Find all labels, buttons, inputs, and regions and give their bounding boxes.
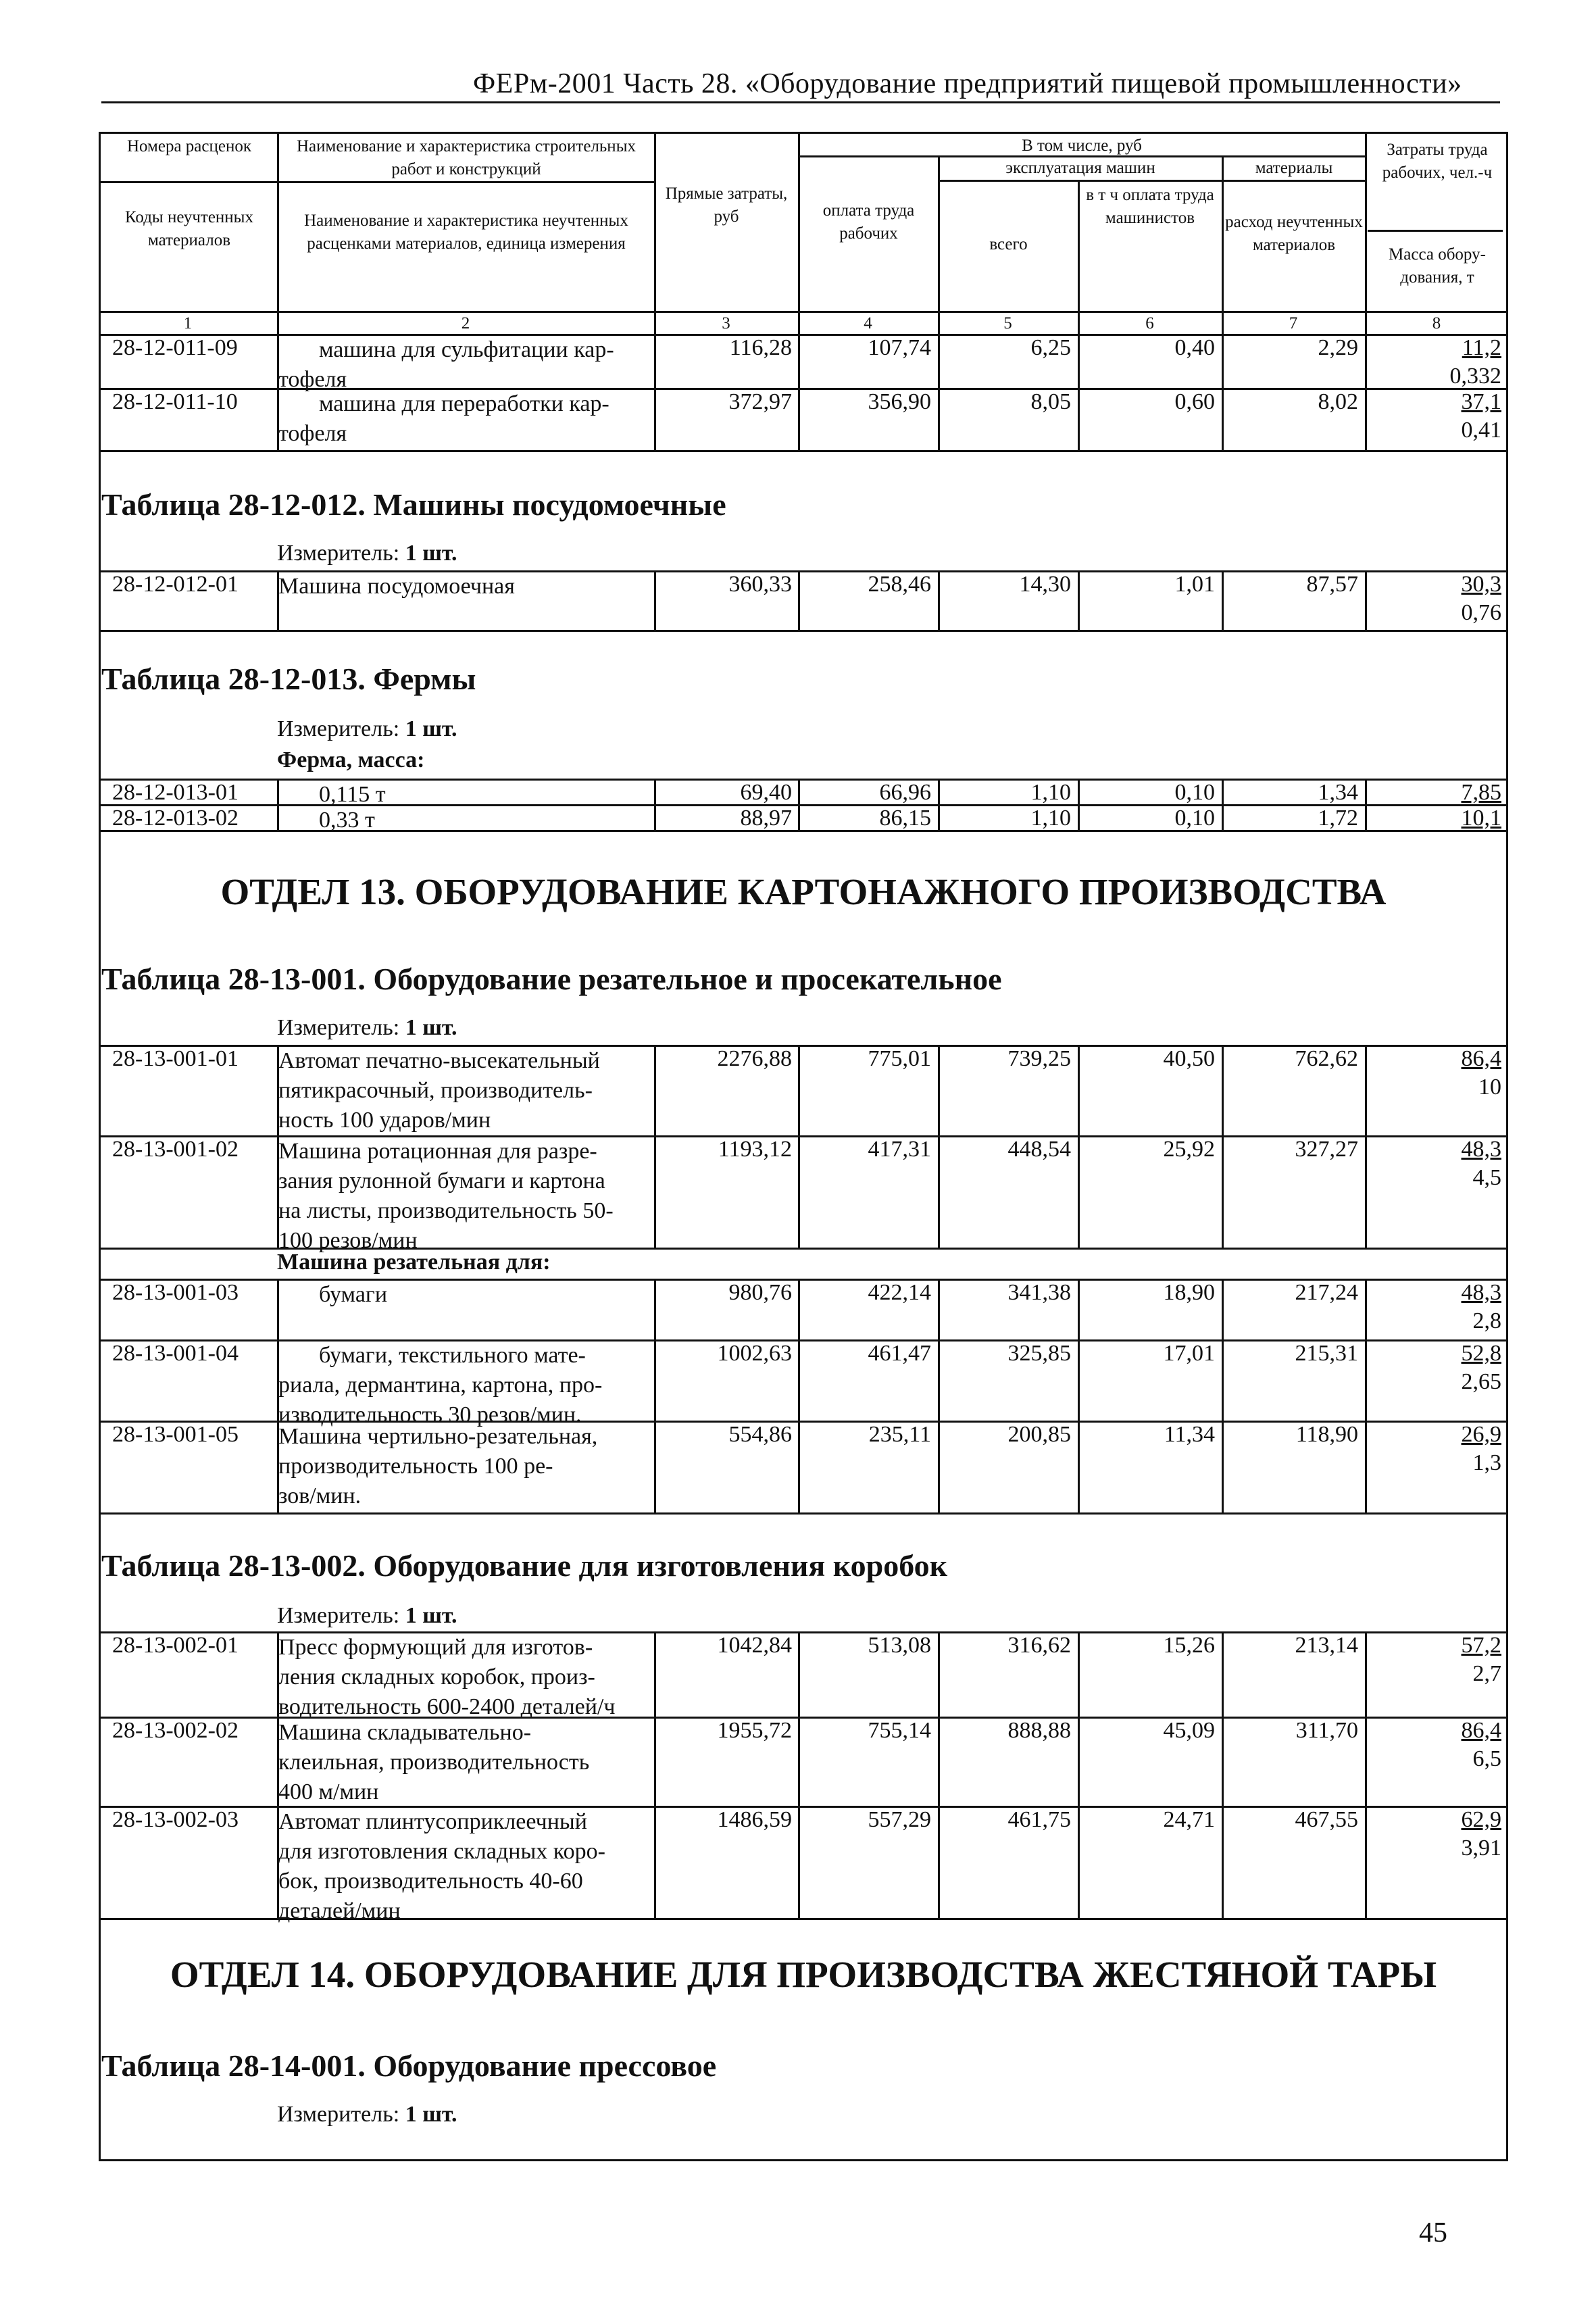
unit-label: Измеритель:: [277, 1015, 400, 1040]
col-rule: [654, 1421, 656, 1512]
labor-hours: 86,4: [1461, 1718, 1501, 1743]
col-num: 3: [722, 314, 730, 333]
header-c7: расход неучтенных материалов: [1225, 213, 1363, 254]
work-description: бумаги, текстильного мате- риала, дермантина, картона, про- изводительность 30 резов/мин.: [278, 1343, 603, 1427]
work-description: машина для переработки кар- тофеля: [278, 391, 609, 446]
header-c6: в т ч оплата труда машинистов: [1086, 186, 1214, 227]
value-c4: 513,08: [868, 1633, 931, 1658]
rate-code: 28-13-001-02: [112, 1137, 239, 1162]
labor-hours: 52,8: [1461, 1341, 1501, 1366]
value-c6: 18,90: [1163, 1280, 1215, 1305]
labor-hours: 10,1: [1461, 806, 1501, 831]
unit-line: [277, 1603, 457, 1629]
value-c3: 2276,88: [717, 1046, 792, 1071]
value-c7: 118,90: [1295, 1422, 1358, 1447]
work-description: машина для сульфитации кар- тофеля: [278, 337, 614, 392]
col-rule: [654, 1339, 656, 1421]
value-c4: 422,14: [868, 1280, 931, 1305]
work-description: 0,115 т: [319, 782, 386, 807]
col-num: 6: [1145, 314, 1154, 333]
value-c6: 11,34: [1164, 1422, 1215, 1447]
value-c6: 24,71: [1163, 1807, 1215, 1832]
value-c4: 356,90: [868, 389, 931, 414]
value-c4: 417,31: [868, 1137, 931, 1162]
value-c7: 87,57: [1306, 572, 1358, 597]
unit-line: [277, 541, 457, 566]
value-c3: 980,76: [728, 1280, 792, 1305]
labor-hours: 62,9: [1461, 1807, 1501, 1832]
unit-line: [277, 716, 457, 742]
value-c6: 0,10: [1174, 780, 1215, 805]
value-c3: 1002,63: [717, 1341, 792, 1366]
value-c5: 325,85: [1007, 1341, 1071, 1366]
col-num: 1: [183, 314, 193, 333]
rate-code: 28-13-001-01: [112, 1046, 239, 1071]
unit-value: 1 шт.: [405, 541, 457, 566]
value-c5: 200,85: [1007, 1422, 1071, 1447]
col-num: 4: [864, 314, 872, 333]
group-heading: Машина резательная для:: [277, 1250, 551, 1275]
work-description: Машина складывательно- клеильная, производительность 400 м/мин: [278, 1720, 590, 1804]
col-rule: [654, 779, 656, 804]
value-c7: 1,34: [1318, 780, 1358, 805]
col-num: 5: [1003, 314, 1012, 333]
col-rule: [654, 1631, 656, 1717]
header-c8-bottom: Масса обору-дования, т: [1389, 245, 1486, 287]
work-description: Пресс формующий для изготов- ления складных коробок, произ- водительность 600-2400 деталей/ч: [278, 1635, 616, 1719]
labor-hours: 11,2: [1462, 335, 1501, 360]
value-c7: 215,31: [1295, 1341, 1358, 1366]
header-c2-top: Наименование и характеристика строительных работ и конструкций: [296, 137, 636, 178]
rate-code: 28-12-011-10: [112, 389, 238, 414]
unit-value: 1 шт.: [405, 1603, 457, 1628]
value-c6: 25,92: [1163, 1137, 1215, 1162]
value-c6: 15,26: [1163, 1633, 1215, 1658]
equipment-mass: 0,41: [1461, 418, 1501, 443]
work-description: бумаги: [319, 1282, 388, 1307]
row-rule: [99, 450, 1508, 452]
equipment-mass: 0,332: [1449, 364, 1501, 389]
table-caption: Таблица 28-14-001. Оборудование прессовое: [101, 2048, 717, 2083]
header-c2-bottom: Наименование и характеристика неучтенных расценками материалов, единица измерения: [304, 212, 628, 253]
value-c4: 775,01: [868, 1046, 931, 1071]
equipment-mass: 6,5: [1472, 1746, 1501, 1771]
value-c7: 213,14: [1295, 1633, 1358, 1658]
work-description: 0,33 т: [319, 808, 375, 833]
col-num: 8: [1432, 314, 1441, 333]
unit-label: Измеритель:: [277, 2102, 400, 2127]
value-c7: 1,72: [1318, 806, 1358, 831]
work-description: Машина посудомоечная: [278, 574, 515, 599]
rate-code: 28-13-002-03: [112, 1807, 239, 1832]
work-description: Автомат печатно-высекательный пятикрасочный, производитель- ность 100 ударов/мин: [278, 1048, 600, 1133]
table-caption: Таблица 28-12-012. Машины посудомоечные: [101, 487, 726, 522]
value-c6: 1,01: [1174, 572, 1215, 597]
page-number: 45: [1419, 2217, 1447, 2248]
value-c3: 69,40: [740, 780, 792, 805]
row-rule: [99, 630, 1508, 632]
value-c6: 45,09: [1163, 1718, 1215, 1743]
value-c7: 311,70: [1295, 1718, 1358, 1743]
header-rule: [101, 101, 1500, 103]
header-c8-top: Затраты труда рабочих, чел.-ч: [1382, 141, 1493, 182]
value-c6: 0,10: [1174, 806, 1215, 831]
unit-line: [277, 1015, 457, 1041]
equipment-mass: 2,65: [1461, 1369, 1501, 1394]
col-rule: [654, 334, 656, 388]
table-caption: Таблица 28-13-001. Оборудование резательное и просекательное: [101, 962, 1002, 996]
col-rule: [654, 1717, 656, 1806]
labor-hours: 86,4: [1461, 1046, 1501, 1071]
header-c4: оплата труда рабочих: [822, 201, 915, 243]
col-num: 2: [461, 314, 470, 333]
value-c5: 6,25: [1030, 335, 1071, 360]
value-c7: 2,29: [1318, 335, 1358, 360]
value-c4: 107,74: [868, 335, 931, 360]
value-c4: 235,11: [868, 1422, 931, 1447]
header-c1-bottom: Коды неучтенных материалов: [125, 208, 253, 249]
rate-code: 28-12-013-02: [112, 806, 239, 831]
unit-label: Измеритель:: [277, 541, 400, 566]
rate-code: 28-13-002-01: [112, 1633, 239, 1658]
value-c6: 17,01: [1163, 1341, 1215, 1366]
equipment-mass: 1,3: [1472, 1450, 1501, 1475]
rate-code: 28-13-001-04: [112, 1341, 239, 1366]
unit-value: 1 шт.: [405, 716, 457, 741]
value-c7: 327,27: [1295, 1137, 1358, 1162]
row-rule: [99, 1512, 1508, 1515]
labor-hours: 7,85: [1461, 780, 1501, 805]
rate-code: 28-13-001-05: [112, 1422, 239, 1447]
section-heading-13: ОТДЕЛ 13. ОБОРУДОВАНИЕ КАРТОНАЖНОГО ПРОИЗВОДСТВА: [220, 871, 1387, 912]
labor-hours: 48,3: [1461, 1137, 1501, 1162]
value-c5: 341,38: [1007, 1280, 1071, 1305]
unit-value: 1 шт.: [405, 1015, 457, 1040]
rate-code: 28-13-001-03: [112, 1280, 239, 1305]
work-description: Машина чертильно-резательная, производительность 100 ре- зов/мин.: [278, 1424, 598, 1508]
header-incl: В том числе, руб: [1022, 137, 1142, 155]
table-caption: Таблица 28-12-013. Фермы: [101, 662, 476, 696]
value-c5: 316,62: [1007, 1633, 1071, 1658]
value-c6: 0,40: [1174, 335, 1215, 360]
value-c5: 8,05: [1030, 389, 1071, 414]
value-c4: 755,14: [868, 1718, 931, 1743]
value-c6: 0,60: [1174, 389, 1215, 414]
value-c7: 467,55: [1295, 1807, 1358, 1832]
rate-code: 28-12-012-01: [112, 572, 239, 597]
unit-value: 1 шт.: [405, 2102, 457, 2127]
col-rule: [654, 804, 656, 830]
equipment-mass: 3,91: [1461, 1836, 1501, 1861]
table-caption: Таблица 28-13-002. Оборудование для изготовления коробок: [101, 1548, 948, 1583]
col-num: 7: [1289, 314, 1298, 333]
value-c4: 66,96: [879, 780, 931, 805]
value-c6: 40,50: [1163, 1046, 1215, 1071]
labor-hours: 57,2: [1461, 1633, 1501, 1658]
col-rule: [654, 1135, 656, 1248]
equipment-mass: 0,76: [1461, 600, 1501, 625]
unit-label: Измеритель:: [277, 716, 400, 741]
value-c4: 86,15: [879, 806, 931, 831]
header-materials: материалы: [1255, 159, 1333, 177]
unit-line: [277, 2102, 457, 2127]
running-head: ФЕРм-2001 Часть 28. «Оборудование предприятий пищевой промышленности»: [473, 68, 1462, 99]
value-c3: 88,97: [740, 806, 792, 831]
header-c3: Прямые затраты, руб: [665, 184, 788, 226]
value-c5: 1,10: [1030, 780, 1071, 805]
value-c7: 8,02: [1318, 389, 1358, 414]
value-c3: 116,28: [729, 335, 792, 360]
value-c3: 360,33: [728, 572, 792, 597]
equipment-mass: 2,8: [1472, 1308, 1501, 1333]
work-description: Автомат плинтусоприклеечный для изготовления складных коро- бок, производительность 40-60 деталей/мин: [278, 1809, 605, 1923]
value-c5: 461,75: [1007, 1807, 1071, 1832]
header-c1-top: Номера расценок: [126, 137, 252, 155]
equipment-mass: 2,7: [1472, 1661, 1501, 1686]
value-c3: 554,86: [728, 1422, 792, 1447]
value-c7: 217,24: [1295, 1280, 1358, 1305]
value-c5: 1,10: [1030, 806, 1071, 831]
equipment-mass: 10: [1478, 1075, 1501, 1100]
value-c5: 888,88: [1007, 1718, 1071, 1743]
labor-hours: 30,3: [1461, 572, 1501, 597]
col-rule: [654, 570, 656, 630]
value-c4: 258,46: [868, 572, 931, 597]
rate-code: 28-12-013-01: [112, 780, 239, 805]
value-c3: 1486,59: [717, 1807, 792, 1832]
value-c3: 1955,72: [717, 1718, 792, 1743]
col-rule: [654, 388, 656, 450]
value-c4: 461,47: [868, 1341, 931, 1366]
section-heading-14: ОТДЕЛ 14. ОБОРУДОВАНИЕ ДЛЯ ПРОИЗВОДСТВА ЖЕСТЯНОЙ ТАРЫ: [170, 1954, 1437, 1995]
value-c3: 1193,12: [718, 1137, 792, 1162]
rate-code: 28-13-002-02: [112, 1718, 239, 1743]
unit-label: Измеритель:: [277, 1603, 400, 1628]
value-c7: 762,62: [1295, 1046, 1358, 1071]
group-heading: Ферма, масса:: [277, 747, 425, 772]
value-c5: 739,25: [1007, 1046, 1071, 1071]
col-rule: [654, 1806, 656, 1918]
labor-hours: 26,9: [1461, 1422, 1501, 1447]
value-c4: 557,29: [868, 1807, 931, 1832]
rate-code: 28-12-011-09: [112, 335, 238, 360]
labor-hours: 48,3: [1461, 1280, 1501, 1305]
value-c3: 372,97: [728, 389, 792, 414]
value-c5: 448,54: [1007, 1137, 1071, 1162]
header-c5: всего: [989, 235, 1028, 253]
value-c3: 1042,84: [717, 1633, 792, 1658]
equipment-mass: 4,5: [1472, 1165, 1501, 1190]
work-description: Машина ротационная для разре- зания рулонной бумаги и картона на листы, производительность 50- 100 резов/мин: [278, 1139, 614, 1253]
header-machines: эксплуатация машин: [1005, 159, 1155, 177]
value-c5: 14,30: [1019, 572, 1071, 597]
col-rule: [654, 1279, 656, 1339]
labor-hours: 37,1: [1461, 389, 1501, 414]
col-rule: [654, 1045, 656, 1135]
